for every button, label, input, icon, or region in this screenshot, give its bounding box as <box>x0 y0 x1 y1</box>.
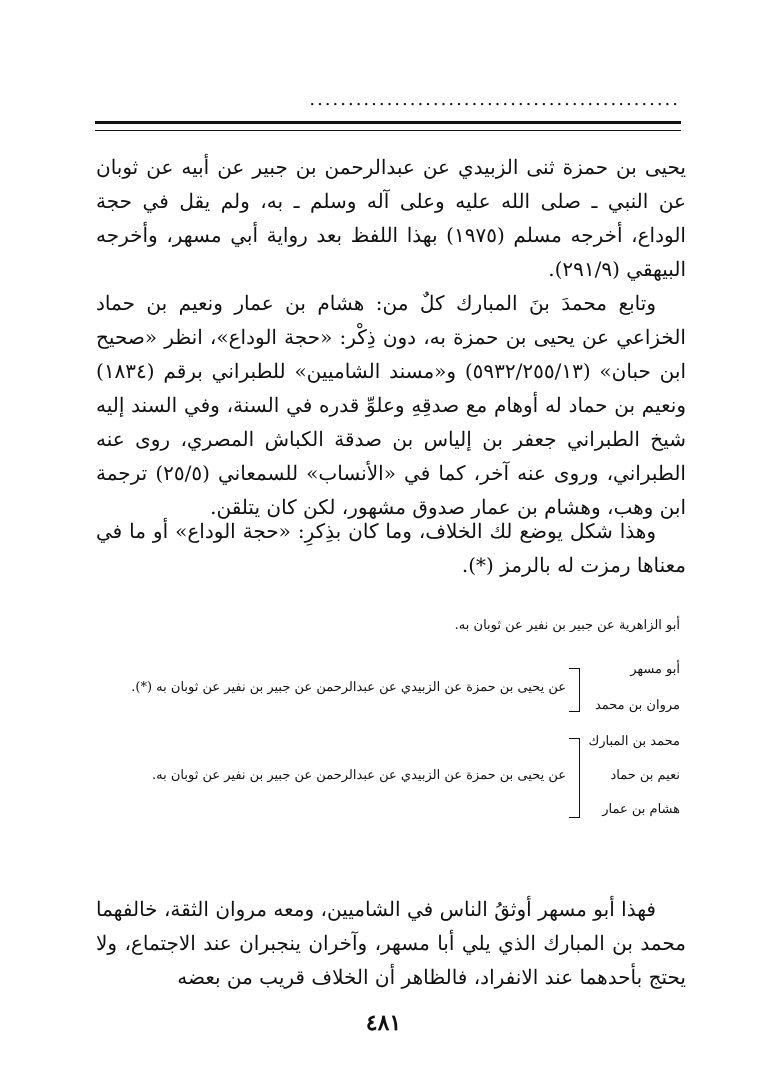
page-number: ٤٨١ <box>365 1010 402 1036</box>
diagram-name-nuaym: نعيم بن حماد <box>610 768 680 783</box>
isnad-diagram <box>100 618 680 838</box>
diagram-bracket-group2 <box>569 738 580 818</box>
header-rule-thin <box>95 130 681 131</box>
diagram-chain-group2: عن يحيى بن حمزة عن الزبيدي عن عبدالرحمن عن جبير بن نفير عن ثوبان به. <box>152 768 566 783</box>
diagram-line-abu-zahiriya: أبو الزاهرية عن جبير بن نفير عن ثوبان به. <box>454 618 680 633</box>
diagram-name-muhammad-ibn-mubarak: محمد بن المبارك <box>588 734 680 749</box>
header-dots: ................................................ <box>309 90 680 110</box>
paragraph-hadith-text: يحيى بن حمزة ثنى الزبيدي عن عبدالرحمن بن جبير عن أبيه عن ثوبان عن النبي ـ صلى الله عليه وعلى آله وسلم ـ به، ولم يقل في حجة الوداع، أخرجه مسلم (١٩٧٥) بهذا اللفظ بعد رواية أبي مسهر، وأخرجه البيهقي (٢٩١/٩). <box>96 155 686 281</box>
paragraph-diagram-intro: وهذا شكل يوضع لك الخلاف، وما كان بذِكرِ: «حجة الوداع» أو ما في معناها رمزت له بالرمز (*). <box>96 519 686 577</box>
paragraph-conclusion: فهذا أبو مسهر أوثقُ الناس في الشاميين، ومعه مروان الثقة، خالفهما محمد بن المبارك الذي يلي أبا مسهر، وآخران ينجبران عند الاجتماع، ولا يحتج بأحدهما عند الانفراد، فالظاهر أن الخلاف قريب من بعضه <box>96 897 686 989</box>
diagram-name-hisham: هشام بن عمار <box>602 802 680 817</box>
diagram-name-abu-mushir: أبو مسهر <box>630 662 680 677</box>
diagram-bracket-group1 <box>569 668 580 712</box>
diagram-name-marwan: مروان بن محمد <box>594 698 680 713</box>
paragraph-mutaba: وتابع محمدَ بنَ المبارك كلٌ من: هشام بن عمار ونعيم بن حماد الخزاعي عن يحيى بن حمزة به، دون ذِكْر: «حجة الوداع»، انظر «صحيح ابن حبان» (٥٩٣٢/٢٥٥/١٣) و«مسند الشاميين» للطبراني برقم (١٨٣٤) ونعيم بن حماد له أوهام مع صدقِهِ وعلوِّ قدره في السنة، وفي السند إليه شيخ الطبراني جعفر بن إلياس بن صدقة الكباش المصري، روى عنه الطبراني، وروى عنه آخر، كما في «الأنساب» للسمعاني (٢٥/٥) ترجمة ابن وهب، وهشام بن عمار صدوق مشهور، لكن كان يتلقن. <box>96 291 686 519</box>
header-rule-thick <box>95 121 681 124</box>
diagram-chain-group1: عن يحيى بن حمزة عن الزبيدي عن عبدالرحمن عن جبير بن نفير عن ثوبان به (*). <box>131 680 566 695</box>
